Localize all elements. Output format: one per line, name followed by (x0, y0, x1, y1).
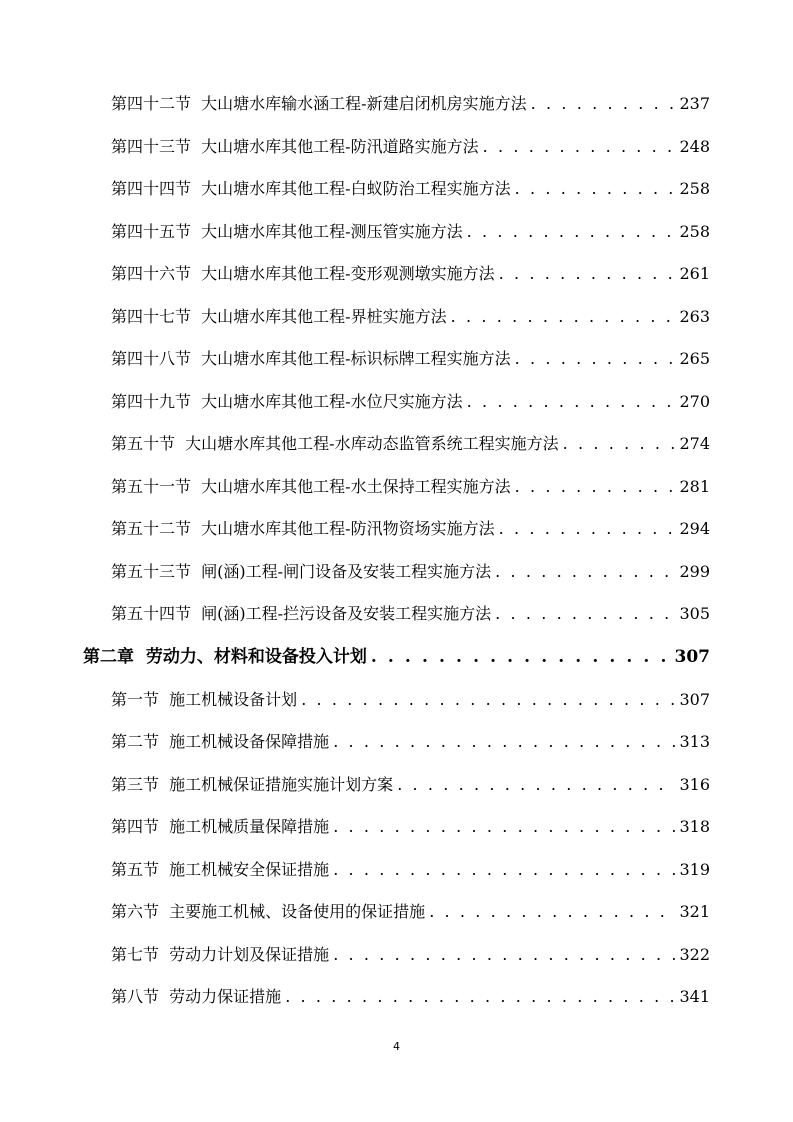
toc-leader-dots (563, 431, 676, 457)
toc-entry[interactable] (111, 942, 710, 968)
toc-leader-dots (495, 559, 675, 585)
toc-entry-title: 第八节 劳动力保证措施 (111, 987, 282, 1006)
toc-entry-title: 第四十九节 大山塘水库其他工程-水位尺实施方法 (111, 392, 463, 411)
toc-leader-dots (301, 687, 675, 713)
toc-entry-page: 281 (679, 477, 710, 496)
toc-entry[interactable] (111, 559, 710, 585)
toc-entry-title: 第七节 劳动力计划及保证措施 (111, 945, 330, 964)
toc-entry[interactable] (111, 984, 710, 1010)
toc-leader-dots (515, 474, 676, 500)
toc-leader-dots (429, 899, 675, 925)
toc-entry[interactable] (111, 304, 710, 330)
toc-entry-page: 294 (679, 519, 710, 538)
toc-entry-title: 第五十节 大山塘水库其他工程-水库动态监管系统工程实施方法 (111, 434, 559, 453)
toc-entry-page: 316 (679, 775, 710, 794)
toc-entry-page: 341 (679, 987, 710, 1006)
toc-entry-page: 258 (679, 179, 710, 198)
toc-entry[interactable] (111, 729, 710, 755)
toc-entry[interactable] (111, 687, 710, 713)
toc-leader-dots (333, 857, 675, 883)
toc-entry[interactable] (111, 857, 710, 883)
toc-entry[interactable] (111, 176, 710, 202)
toc-entry-title: 第三节 施工机械保证措施实施计划方案 (111, 775, 394, 794)
toc-leader-dots (495, 601, 675, 627)
toc-leader-dots (397, 772, 675, 798)
toc-entry[interactable] (111, 474, 710, 500)
toc-chapter-entry[interactable] (83, 644, 710, 670)
toc-entry-page: 307 (679, 690, 710, 709)
toc-entry-title: 第二节 施工机械设备保障措施 (111, 732, 330, 751)
toc-leader-dots (499, 261, 676, 287)
toc-entry-title: 第四十二节 大山塘水库输水涵工程-新建启闭机房实施方法 (111, 94, 527, 113)
toc-entry[interactable] (111, 601, 710, 627)
toc-entry-page: 299 (679, 562, 710, 581)
toc-leader-dots (515, 176, 676, 202)
toc-leader-dots (451, 304, 676, 330)
toc-entry[interactable] (111, 516, 710, 542)
toc-entry-title: 第四十三节 大山塘水库其他工程-防汛道路实施方法 (111, 137, 479, 156)
toc-leader-dots (467, 389, 676, 415)
toc-entry[interactable] (111, 899, 710, 925)
toc-entry-page: 248 (679, 137, 710, 156)
toc-entry-title: 第四十七节 大山塘水库其他工程-界桩实施方法 (111, 307, 447, 326)
toc-entry-title: 第五十四节 闸(涵)工程-拦污设备及安装工程实施方法 (111, 604, 492, 623)
toc-entry[interactable] (111, 389, 710, 415)
toc-leader-dots (333, 942, 675, 968)
toc-entry-title: 第四十四节 大山塘水库其他工程-白蚁防治工程实施方法 (111, 179, 511, 198)
toc-entry-title: 第四十八节 大山塘水库其他工程-标识标牌工程实施方法 (111, 349, 511, 368)
toc-entry-page: 237 (679, 94, 710, 113)
toc-entry-title: 第五十二节 大山塘水库其他工程-防汛物资场实施方法 (111, 519, 495, 538)
toc-entry-page: 321 (679, 902, 710, 921)
toc-entry-page: 263 (679, 307, 710, 326)
toc-entry[interactable] (111, 346, 710, 372)
page-number: 4 (393, 1040, 400, 1053)
toc-entry-title: 第五节 施工机械安全保证措施 (111, 860, 330, 879)
toc-entry[interactable] (111, 219, 710, 245)
toc-entry-page: 322 (679, 945, 710, 964)
toc-entry-title: 第四十六节 大山塘水库其他工程-变形观测墩实施方法 (111, 264, 495, 283)
toc-entry-title: 第五十三节 闸(涵)工程-闸门设备及安装工程实施方法 (111, 562, 492, 581)
toc-entry[interactable] (111, 772, 710, 798)
toc-entry-page: 261 (679, 264, 710, 283)
toc-entry[interactable] (111, 91, 710, 117)
toc-leader-dots (371, 644, 671, 670)
toc-leader-dots (467, 219, 676, 245)
toc-entry-page: 319 (679, 860, 710, 879)
toc-entry[interactable] (111, 134, 710, 160)
toc-entry-page: 274 (679, 434, 710, 453)
toc-chapter-title: 第二章 劳动力、材料和设备投入计划 (83, 647, 367, 667)
toc-entry[interactable] (111, 261, 710, 287)
toc-chapter-page: 307 (674, 647, 710, 667)
toc-entry-page: 318 (679, 817, 710, 836)
toc-entry-title: 第四节 施工机械质量保障措施 (111, 817, 330, 836)
toc-entry[interactable] (111, 431, 710, 457)
toc-entry-page: 270 (679, 392, 710, 411)
toc-entry-title: 第六节 主要施工机械、设备使用的保证措施 (111, 902, 426, 921)
toc-leader-dots (483, 134, 676, 160)
toc-leader-dots (499, 516, 676, 542)
toc-entry-title: 第五十一节 大山塘水库其他工程-水土保持工程实施方法 (111, 477, 511, 496)
toc-leader-dots (531, 91, 676, 117)
toc-entry[interactable] (111, 814, 710, 840)
toc-entry-page: 313 (679, 732, 710, 751)
toc-entry-page: 265 (679, 349, 710, 368)
toc-entry-title: 第四十五节 大山塘水库其他工程-测压管实施方法 (111, 222, 463, 241)
toc-entry-title: 第一节 施工机械设备计划 (111, 690, 298, 709)
toc-leader-dots (285, 984, 675, 1010)
toc-leader-dots (333, 814, 675, 840)
toc-leader-dots (333, 729, 675, 755)
toc-entry-page: 258 (679, 222, 710, 241)
toc-leader-dots (515, 346, 676, 372)
toc-entry-page: 305 (679, 604, 710, 623)
